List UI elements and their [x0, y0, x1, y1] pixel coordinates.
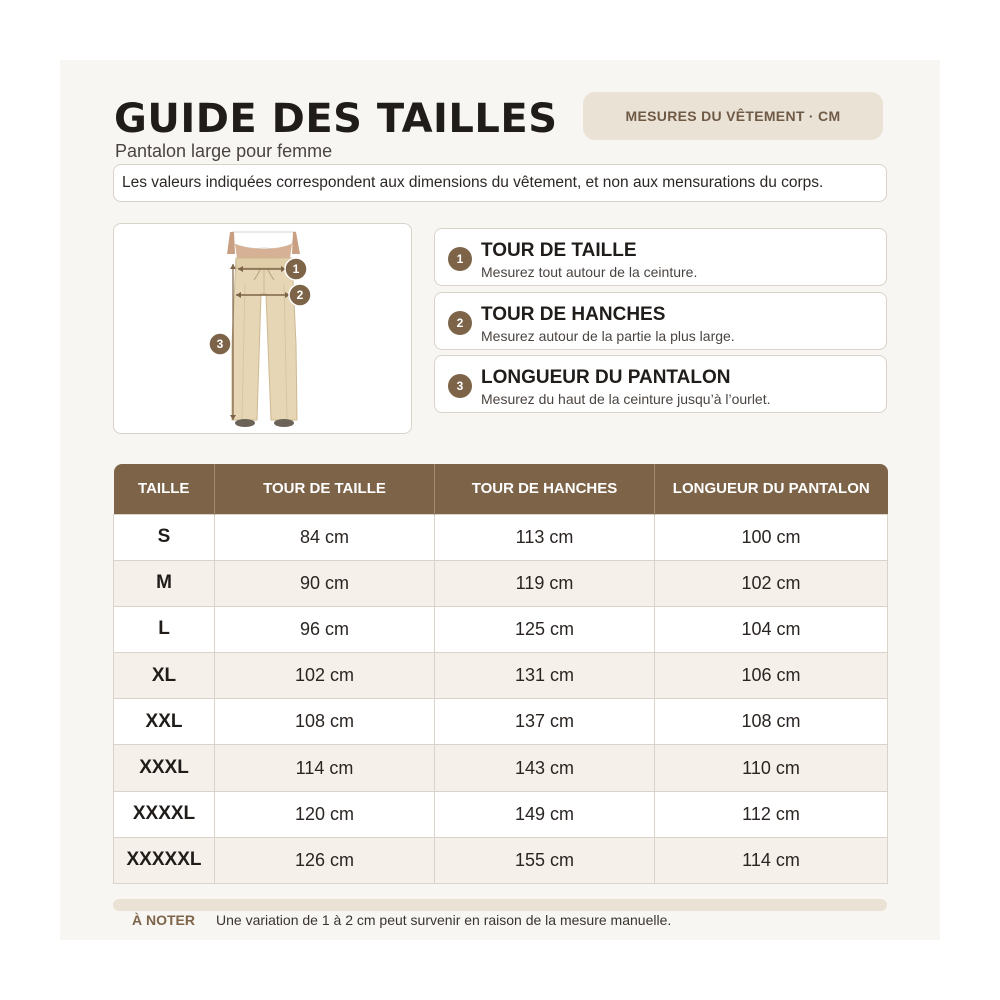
- size-cell: XXXXL: [114, 791, 215, 837]
- footer-note-text: Une variation de 1 à 2 cm peut survenir en raison de la mesure manuelle.: [216, 912, 672, 928]
- length-cell: 104 cm: [655, 606, 888, 652]
- step-description: Mesurez autour de la partie la plus large.: [481, 328, 735, 344]
- table-row: [114, 514, 888, 560]
- marker-2: [289, 284, 311, 306]
- svg-text:2: 2: [296, 288, 304, 302]
- size-cell: XXL: [114, 699, 215, 745]
- waist-cell: 90 cm: [215, 560, 435, 606]
- hips-cell: 125 cm: [435, 606, 655, 652]
- svg-text:3: 3: [216, 337, 224, 351]
- column-header-length: LONGUEUR DU PANTALON: [655, 464, 888, 514]
- size-cell: XXXL: [114, 745, 215, 791]
- hips-cell: 143 cm: [435, 745, 655, 791]
- hips-cell: 119 cm: [435, 560, 655, 606]
- column-header-size: TAILLE: [114, 464, 215, 514]
- pants-illustration: [114, 224, 412, 434]
- step-description: Mesurez du haut de la ceinture jusqu’à l’ourlet.: [481, 391, 771, 407]
- marker-3: [209, 333, 231, 355]
- table-row: [114, 745, 888, 791]
- unit-badge: MESURES DU VÊTEMENT · CM: [583, 92, 883, 140]
- garment-notice: [113, 164, 887, 202]
- table-row: [114, 606, 888, 652]
- step-number-badge: 2: [448, 311, 472, 335]
- table-row: [114, 653, 888, 699]
- step-number-badge: 3: [448, 374, 472, 398]
- table-row: [114, 699, 888, 745]
- step-description: Mesurez tout autour de la ceinture.: [481, 264, 698, 280]
- marker-1: [285, 258, 307, 280]
- step-waist: [434, 228, 887, 286]
- size-table: [113, 464, 888, 884]
- table-row: [114, 560, 888, 606]
- waist-cell: 102 cm: [215, 653, 435, 699]
- hips-cell: 155 cm: [435, 837, 655, 883]
- size-cell: L: [114, 606, 215, 652]
- hips-cell: 137 cm: [435, 699, 655, 745]
- step-length: [434, 355, 887, 413]
- column-header-waist: TOUR DE TAILLE: [215, 464, 435, 514]
- length-cell: 114 cm: [655, 837, 888, 883]
- column-header-hips: TOUR DE HANCHES: [435, 464, 655, 514]
- waist-cell: 96 cm: [215, 606, 435, 652]
- hips-cell: 149 cm: [435, 791, 655, 837]
- step-title: TOUR DE TAILLE: [481, 240, 637, 261]
- hips-cell: 131 cm: [435, 653, 655, 699]
- pants-illustration-box: [113, 223, 412, 434]
- length-cell: 112 cm: [655, 791, 888, 837]
- waist-cell: 108 cm: [215, 699, 435, 745]
- length-cell: 102 cm: [655, 560, 888, 606]
- step-number-badge: 1: [448, 247, 472, 271]
- size-cell: XXXXXL: [114, 837, 215, 883]
- waist-cell: 126 cm: [215, 837, 435, 883]
- garment-notice-text: Les valeurs indiquées correspondent aux dimensions du vêtement, et non aux mensurations du corps.: [122, 174, 824, 191]
- length-cell: 110 cm: [655, 745, 888, 791]
- length-cell: 100 cm: [655, 514, 888, 560]
- length-cell: 108 cm: [655, 699, 888, 745]
- length-cell: 106 cm: [655, 653, 888, 699]
- waist-cell: 84 cm: [215, 514, 435, 560]
- page-title: GUIDE DES TAILLES: [114, 96, 558, 142]
- page-subtitle: Pantalon large pour femme: [115, 141, 333, 161]
- svg-text:1: 1: [292, 262, 300, 276]
- step-hips: [434, 292, 887, 350]
- table-row: [114, 791, 888, 837]
- footer-note-label: À NOTER: [132, 912, 195, 928]
- step-title: LONGUEUR DU PANTALON: [481, 367, 731, 388]
- hips-cell: 113 cm: [435, 514, 655, 560]
- step-title: TOUR DE HANCHES: [481, 304, 666, 325]
- waist-cell: 114 cm: [215, 745, 435, 791]
- table-row: [114, 837, 888, 883]
- size-cell: S: [114, 514, 215, 560]
- size-cell: XL: [114, 653, 215, 699]
- footer-divider-bar: [113, 899, 887, 911]
- waist-cell: 120 cm: [215, 791, 435, 837]
- table-header-row: [114, 464, 888, 514]
- size-cell: M: [114, 560, 215, 606]
